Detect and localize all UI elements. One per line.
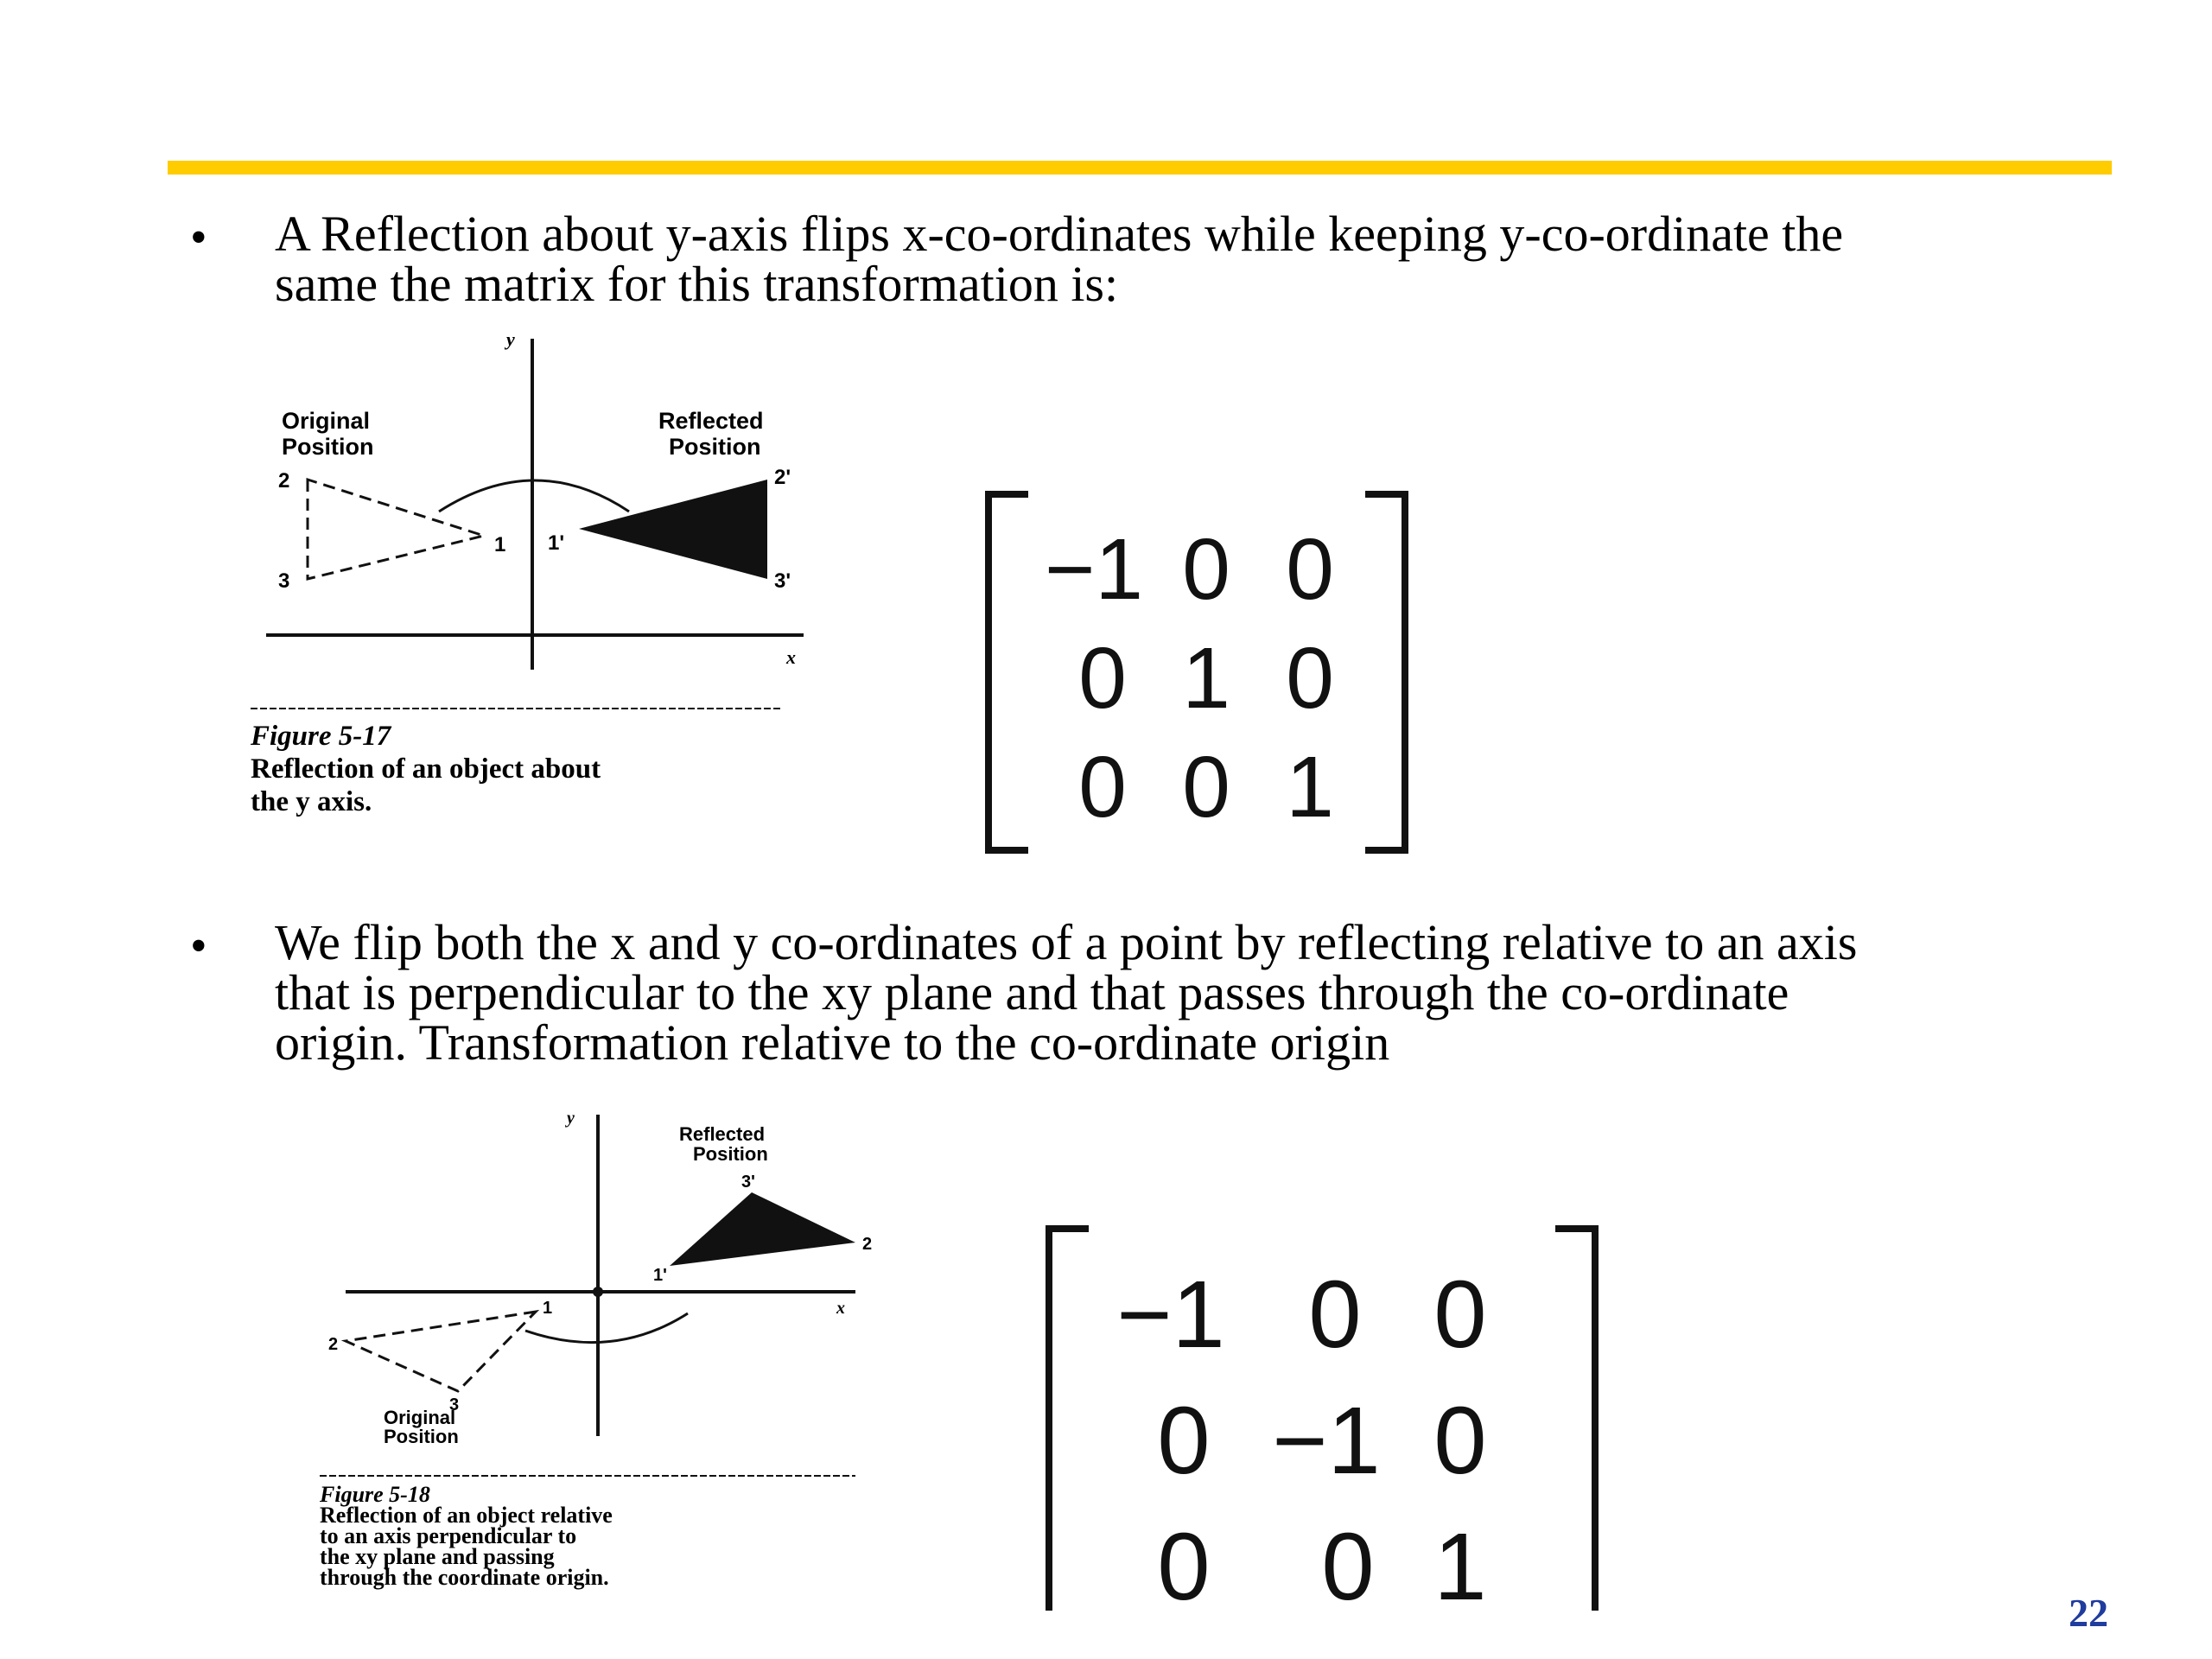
figure-caption-title: Figure 5-17 — [251, 721, 391, 752]
matrix-cell: 0 — [1286, 630, 1334, 727]
matrix-cell: 1 — [1286, 739, 1334, 836]
vertex-label: 2 — [278, 469, 290, 493]
reflected-triangle — [670, 1192, 855, 1266]
matrix-cell: 0 — [1182, 521, 1230, 618]
matrix-cell: 1 — [1433, 1514, 1487, 1620]
vertex-label: 2 — [328, 1335, 339, 1354]
bullet-1-text — [275, 206, 2141, 312]
matrix-cell: −1 — [1272, 1388, 1381, 1494]
vertex-label: 2 — [862, 1235, 873, 1254]
matrix-cell: −1 — [1044, 521, 1143, 618]
original-triangle — [308, 480, 484, 579]
matrix-cell: 0 — [1433, 1388, 1487, 1494]
bullet-2-text — [275, 914, 2141, 1071]
bullet-marker: • — [190, 919, 207, 973]
matrix-cell: 0 — [1078, 630, 1127, 727]
vertex-label: 3 — [449, 1395, 460, 1414]
matrix-cell: 0 — [1078, 739, 1127, 836]
vertex-label: 3 — [278, 569, 290, 593]
figure-caption-line: to an axis perpendicular to — [320, 1523, 577, 1548]
bullet-2-line: We flip both the x and y co-ordinates of a point by reflecting relative to an axis — [275, 914, 1858, 970]
figure-5-18-reflection-origin — [320, 1106, 881, 1590]
matrix-left-bracket — [985, 491, 1028, 854]
matrix-cell: −1 — [1116, 1262, 1225, 1368]
x-axis-label: x — [786, 646, 796, 668]
matrix-cell: 0 — [1286, 521, 1334, 618]
figure-caption-line: the y axis. — [251, 786, 372, 817]
reflected-position-label: Position — [693, 1143, 768, 1165]
matrix-cell: 0 — [1433, 1262, 1487, 1368]
figure-caption-line: the xy plane and passing — [320, 1544, 555, 1569]
matrix-cell: 0 — [1308, 1262, 1362, 1368]
y-axis-label: y — [506, 328, 515, 350]
vertex-label: 1 — [543, 1299, 553, 1318]
original-position-label: Position — [384, 1426, 459, 1447]
y-axis-label: y — [567, 1109, 575, 1128]
reflection-origin-matrix — [1046, 1225, 1599, 1620]
bullet-2-line: that is perpendicular to the xy plane and that passes through the co-ordinate — [275, 964, 1789, 1020]
bullet-2-line: origin. Transformation relative to the co-ordinate origin — [275, 1014, 1390, 1071]
page-number: 22 — [2069, 1591, 2108, 1635]
bullet-1-line: A Reflection about y-axis flips x-co-ordinates while keeping y-co-ordinate the — [275, 206, 1844, 262]
matrix-cell: 0 — [1321, 1514, 1375, 1620]
reflection-arc — [525, 1313, 688, 1343]
figure-caption-line: through the coordinate origin. — [320, 1565, 609, 1590]
reflected-position-label: Reflected — [658, 408, 764, 434]
vertex-label: 2' — [774, 466, 791, 489]
figure-caption-line: Reflection of an object relative — [320, 1503, 613, 1528]
vertex-label: 1' — [548, 531, 565, 555]
origin-point — [593, 1287, 603, 1297]
original-position-label: Position — [282, 434, 374, 460]
matrix-cell: 0 — [1182, 739, 1230, 836]
reflected-triangle — [579, 480, 767, 579]
x-axis-label: x — [836, 1299, 845, 1318]
title-accent-rule — [168, 161, 2112, 175]
bullet-1-line: same the matrix for this transformation is: — [275, 256, 1119, 312]
original-triangle — [346, 1312, 536, 1391]
reflected-position-label: Reflected — [679, 1123, 766, 1145]
matrix-left-bracket — [1046, 1225, 1089, 1611]
matrix-cell: 0 — [1157, 1388, 1211, 1494]
figure-5-17-reflection-y-axis — [251, 328, 821, 830]
vertex-label: 1 — [494, 533, 506, 556]
original-position-label: Original — [282, 408, 371, 434]
original-position-label: Original — [384, 1407, 456, 1428]
reflected-position-label: Position — [669, 434, 761, 460]
vertex-label: 3' — [741, 1173, 755, 1192]
vertex-label: 1' — [653, 1266, 667, 1285]
bullet-marker: • — [190, 211, 207, 264]
matrix-right-bracket — [1555, 1225, 1599, 1611]
matrix-right-bracket — [1365, 491, 1408, 854]
matrix-cell: 1 — [1182, 630, 1230, 727]
figure-caption-title: Figure 5-18 — [320, 1482, 430, 1507]
figure-caption-line: Reflection of an object about — [251, 753, 601, 785]
matrix-cell: 0 — [1157, 1514, 1211, 1620]
vertex-label: 3' — [774, 569, 791, 593]
reflection-y-axis-matrix — [985, 491, 1408, 854]
